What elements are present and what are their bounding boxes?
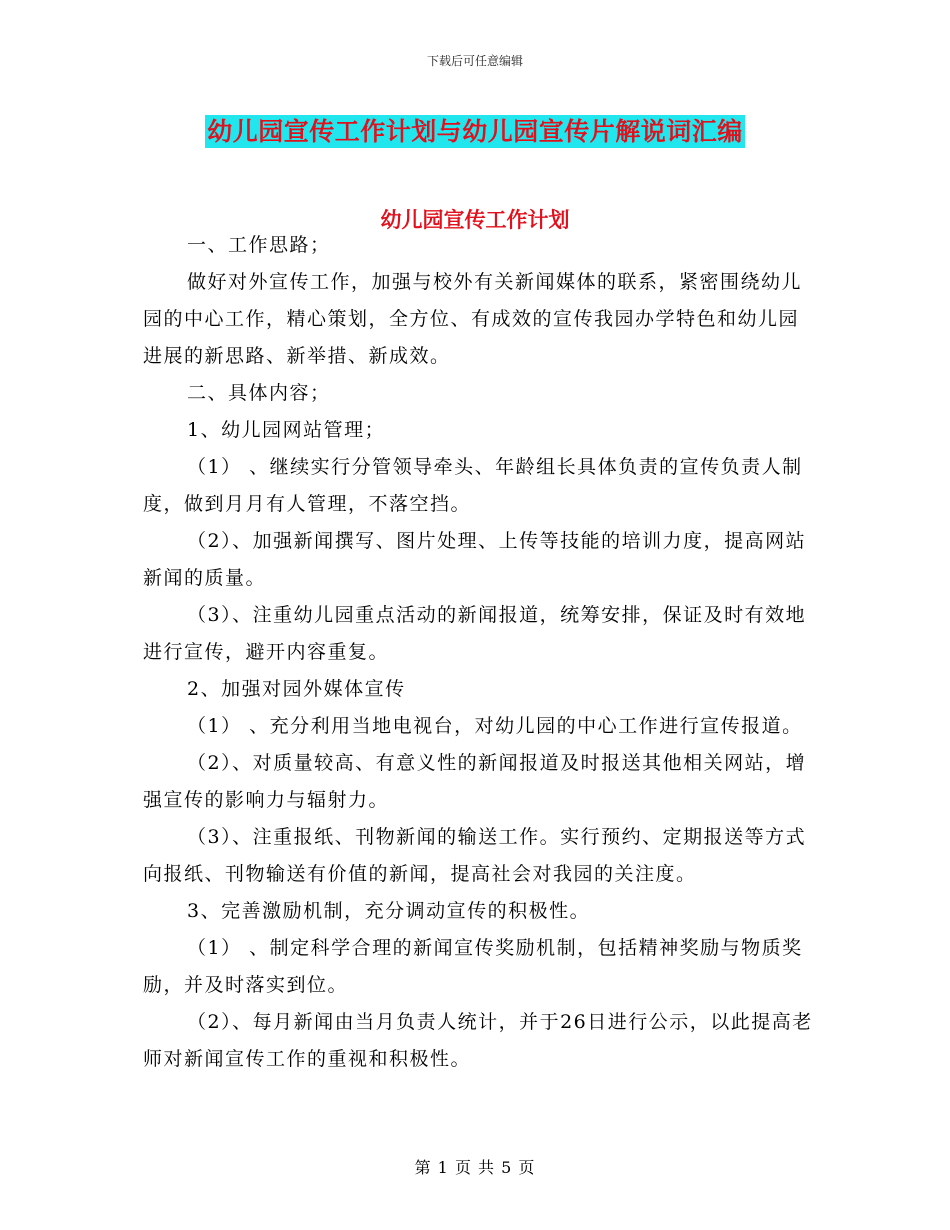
paragraph-heading: 3、完善激励机制，充分调动宣传的积极性。: [187, 900, 591, 922]
document-body: [143, 227, 815, 1078]
paragraph: （1） 、制定科学合理的新闻宣传奖励机制，包括精神奖励与物质奖励，并及时落实到位。: [143, 937, 803, 996]
section-title: 幼儿园宣传工作计划: [380, 207, 570, 232]
paragraph: （3）、注重幼儿园重点活动的新闻报道，统筹安排，保证及时有效地进行宣传，避开内容重复。: [143, 604, 807, 663]
document-title-text: 幼儿园宣传工作计划与幼儿园宣传片解说词汇编: [207, 117, 743, 146]
paragraph-heading: 2、加强对园外媒体宣传: [187, 678, 406, 700]
paragraph: 做好对外宣传工作，加强与校外有关新闻媒体的联系，紧密围绕幼儿园的中心工作，精心策划，全方位、有成效的宣传我园办学特色和幼儿园进展的新思路、新举措、新成效。: [143, 271, 803, 367]
page-header-note: 下载后可任意编辑: [426, 54, 523, 68]
paragraph-heading: 二、具体内容；: [187, 382, 331, 404]
paragraph: （1） 、继续实行分管领导牵头、年龄组长具体负责的宣传负责人制度，做到月月有人管理，不落空挡。: [143, 456, 803, 515]
paragraph: （2）、加强新闻撰写、图片处理、上传等技能的培训力度，提高网站新闻的质量。: [143, 530, 807, 589]
paragraph-heading: 一、工作思路；: [187, 234, 331, 256]
paragraph: （2）、对质量较高、有意义性的新闻报道及时报送其他相关网站，增强宣传的影响力与辐射力。: [143, 752, 807, 811]
paragraph: （1） 、充分利用当地电视台，对幼儿园的中心工作进行宣传报道。: [187, 715, 803, 737]
paragraph: （3）、注重报纸、刊物新闻的输送工作。实行预约、定期报送等方式向报纸、刊物输送有价值的新闻，提高社会对我园的关注度。: [143, 826, 807, 885]
document-title: [0, 112, 950, 148]
paragraph-heading: 1、幼儿园网站管理；: [187, 419, 386, 441]
paragraph: （2）、每月新闻由当月负责人统计，并于26日进行公示，以此提高老师对新闻宣传工作的重视和积极性。: [143, 1011, 813, 1070]
page-number: 第 1 页 共 5 页: [414, 1158, 536, 1177]
